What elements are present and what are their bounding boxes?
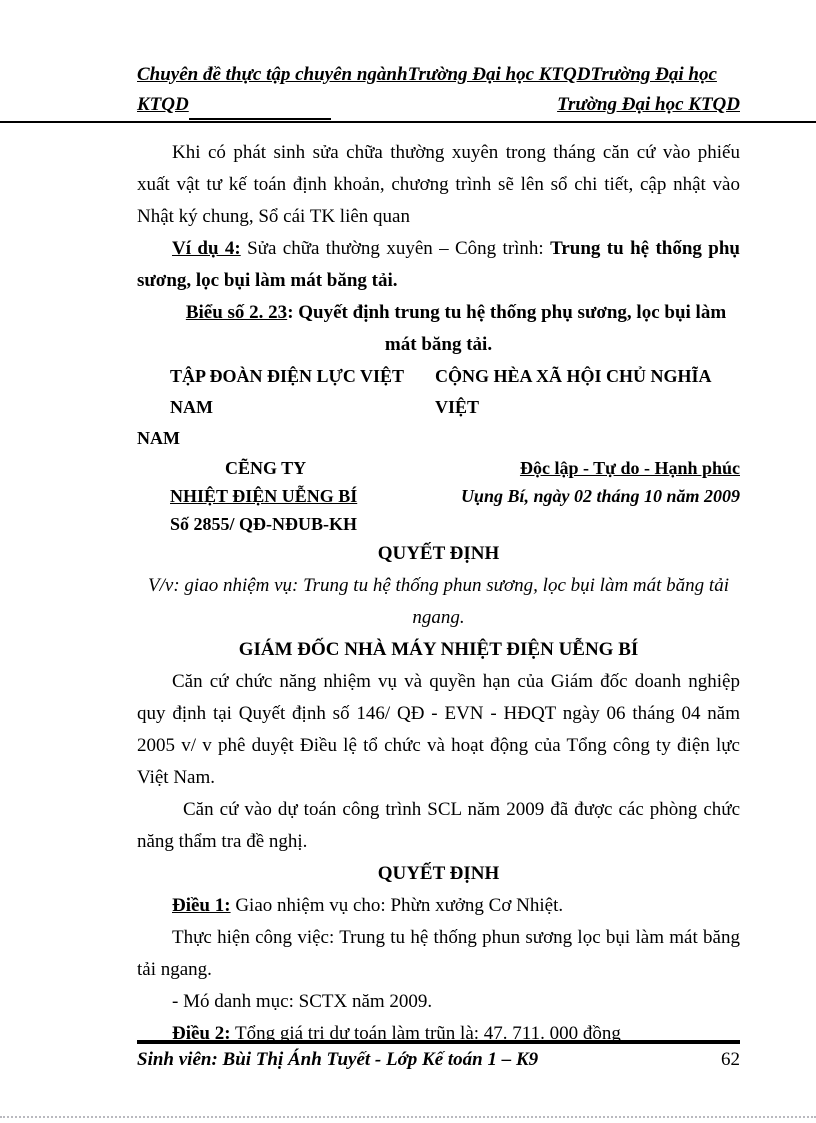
paragraph-intro: Khi có phát sinh sửa chữa thường xuyên trong tháng căn cứ vào phiếu xuất vật tư kế toán định khoản, chương trình sẽ lên sổ chi tiết, cập nhật vào Nhật ký chung, Sổ cái TK liên quan [137,142,740,227]
table-caption-text: : Quyết định trung tu hệ thống phụ sương, lọc bụi làm mát băng tải. [287,302,727,355]
footer-double-rule [137,1040,740,1044]
example-4-label: Ví dụ 4: [172,238,241,259]
student-name: Sinh viên: Bùi Thị Ánh Tuyết - Lớp Kế toán 1 – K9 [137,1049,539,1070]
article-2-label: Điều 2: [172,1023,231,1044]
header-left-text: KTQD [137,94,189,115]
corporation-name: TẬP ĐOÀN ĐIỆN LỰC VIỆT NAM [170,366,404,417]
page-header [0,60,816,123]
letterhead-row-number [137,510,740,538]
table-caption-label: Biểu số 2. 23 [185,302,288,323]
footer-text-row [137,1049,740,1071]
header-underline-extension [189,100,331,120]
letterhead-block [137,361,740,538]
paragraph-table-caption [137,297,740,361]
paragraph-article-1 [137,890,740,922]
header-right-text: Trường Đại học KTQD [557,94,740,115]
paragraph-basis-1: Căn cứ chức năng nhiệm vụ và quyền hạn của Giám đốc doanh nghiệp quy định tại Quyết định số 146/ QĐ - EVN - HĐQT ngày 06 tháng 04 năm 2005 v/ v phê duyệt Điều lệ tổ chức và hoạt động của Tổng công ty điện lực Việt Nam. [137,671,740,788]
company-name-line1: CẼNG TY [225,458,307,478]
national-motto-wrap: NAM [137,428,180,448]
director-title: GIÁM ĐỐC NHÀ MÁY NHIỆT ĐIỆN UỄNG BÍ [238,639,639,660]
decision-title-1: QUYẾT ĐỊNH [377,543,500,564]
document-number: Số 2855/ QĐ-NĐUB-KH [170,514,358,534]
date-line: Uụng Bí, ngày 02 tháng 10 năm 2009 [460,486,740,506]
paragraph-basis-2: Căn cứ vào dự toán công trình SCL năm 2009 đã được các phòng chức năng thẩm tra đề nghị. [137,799,740,852]
company-name-line2: NHIỆT ĐIỆN UỄNG BÍ [170,486,358,506]
header-left-group [137,90,331,120]
independence-motto: Độc lập - Tự do - Hạnh phúc [519,458,740,478]
letterhead-row-organizations [137,361,740,423]
letterhead-row-company2 [137,482,740,510]
article-1-label: Điều 1: [172,895,231,916]
paragraph-task: Thực hiện công việc: Trung tu hệ thống phun sương lọc bụi làm mát băng tải ngang. [137,927,740,980]
page-footer [137,1040,740,1071]
paragraph-example-4 [137,233,740,297]
example-4-text: Sửa chữa thường xuyên – Công trình: [240,238,551,259]
paragraph-category: - Mó danh mục: SCTX năm 2009. [172,991,433,1012]
header-line-1 [137,60,740,90]
header-line-2 [137,90,740,120]
page-number: 62 [721,1049,740,1070]
article-1-text: Giao nhiệm vụ cho: Phừn xưởng Cơ Nhiệt. [230,895,564,916]
article-2-text: Tổng giá trị dự toán làm trũn là: 47. 711. 000 đồng [230,1023,621,1044]
decision-subject: V/v: giao nhiệm vụ: Trung tu hệ thống phun sương, lọc bụi làm mát băng tải ngang. [148,575,729,628]
header-title-text: Chuyên đề thực tập chuyên ngànhTrường Đại học KTQDTrường Đại học [137,64,717,85]
document-body [0,137,816,1050]
letterhead-row-company [137,454,740,482]
national-motto-line1: CỘNG HÈA XÃ HỘI CHỦ NGHĨA VIỆT [434,366,711,417]
example-4-bold-text: Trung tu hệ thống phụ sương, lọc bụi làm mát băng tải. [137,238,740,291]
decision-title-2: QUYẾT ĐỊNH [377,863,500,884]
page-break-marker [0,1116,816,1118]
